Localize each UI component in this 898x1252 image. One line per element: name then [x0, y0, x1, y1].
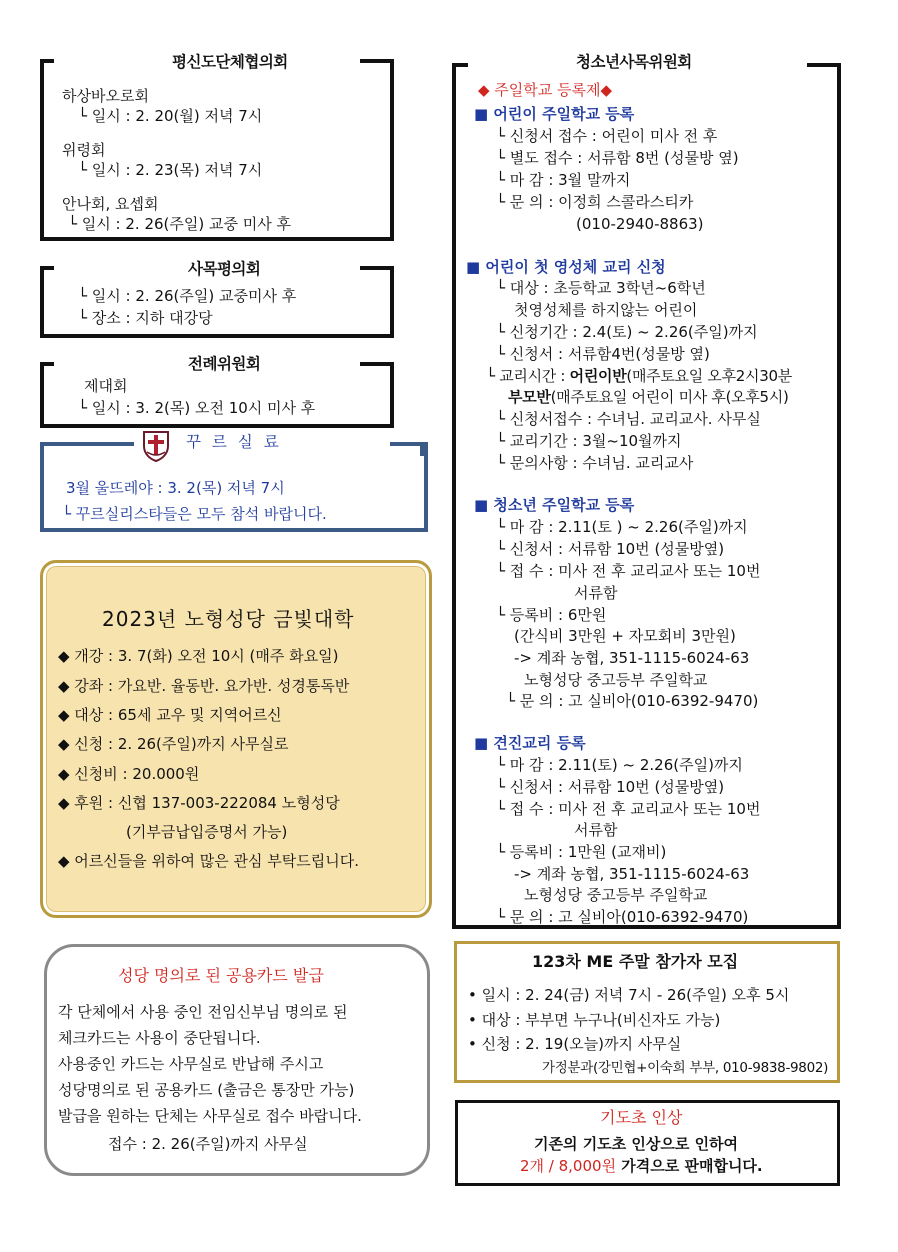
card-notice-line: 각 단체에서 사용 중인 전임신부님 명의로 된	[58, 1003, 348, 1021]
parish-crest-icon	[142, 430, 170, 462]
me-weekend-line: • 일시 : 2. 24(금) 저녁 7시 - 26(주일) 오후 5시	[468, 986, 790, 1004]
youth-school-line: (간식비 3만원 + 자모회비 3만원)	[514, 627, 736, 645]
youth-school-line: └ 마 감 : 2.11(토 ) ~ 2.26(주일)까지	[496, 518, 748, 536]
me-weekend-title: 123차 ME 주말 참가자 모집	[532, 952, 739, 971]
communion-line: └ 신청서 : 서류함4번(성물방 옆)	[496, 345, 710, 363]
confirmation-line: 노형성당 중고등부 주일학교	[524, 886, 708, 904]
card-notice-line: 성당명의로 된 공용카드 (출금은 통장만 가능)	[58, 1081, 355, 1099]
children-line: └ 마 감 : 3월 말까지	[496, 171, 631, 189]
youth-school-line: └ 등록비 : 6만원	[496, 606, 607, 624]
lay-item-name: 안나회, 요셉회	[62, 195, 159, 213]
lay-item-detail: └ 일시 : 2. 26(주일) 교중 미사 후	[68, 215, 291, 233]
communion-line: └ 문의사항 : 수녀님. 교리교사	[496, 454, 694, 472]
youth-school-line: 노형성당 중고등부 주일학교	[524, 671, 708, 689]
children-line: (010-2940-8863)	[576, 215, 704, 233]
confirmation-line: └ 신청서 : 서류함 10번 (성물방옆)	[496, 778, 725, 796]
me-weekend-line: • 대상 : 부부면 누구나(비신자도 가능)	[468, 1011, 721, 1029]
communion-heading: ■ 어린이 첫 영성체 교리 신청	[466, 258, 666, 276]
prayer-candle-price: 2개 / 8,000원	[520, 1157, 617, 1175]
youth-school-line: └ 접 수 : 미사 전 후 교리교사 또는 10번	[496, 562, 761, 580]
pastoral-line: └ 일시 : 2. 26(주일) 교중미사 후	[78, 287, 297, 305]
card-notice-deadline: 접수 : 2. 26(주일)까지 사무실	[108, 1135, 308, 1153]
liturgy-committee-title: 전례위원회	[178, 352, 270, 374]
communion-line	[508, 387, 789, 407]
curia-line: 3월 울뜨레야 : 3. 2(목) 저녁 7시	[66, 479, 285, 497]
parent-class-time: (매주토요일 어린이 미사 후(오후5시)	[550, 388, 789, 406]
children-line: └ 신청서 접수 : 어린이 미사 전 후	[496, 127, 718, 145]
card-notice-line: 발급을 원하는 단체는 사무실로 접수 바랍니다.	[58, 1107, 362, 1125]
card-notice-title: 성당 명의로 된 공용카드 발급	[118, 966, 324, 985]
college-item: ◆ 신청비 : 20.000원	[58, 765, 200, 783]
lay-item-detail: └ 일시 : 2. 23(목) 저녁 7시	[78, 161, 263, 179]
communion-line	[486, 366, 792, 386]
college-item: ◆ 신청 : 2. 26(주일)까지 사무실로	[58, 735, 289, 753]
confirmation-heading: ■ 견진교리 등록	[474, 734, 586, 752]
youth-school-heading: ■ 청소년 주일학교 등록	[474, 496, 635, 514]
youth-school-line: -> 계좌 농협, 351-1115-6024-63	[514, 649, 750, 667]
children-class-label: 어린이반	[569, 367, 627, 385]
card-notice-line: 체크카드는 사용이 중단됩니다.	[58, 1029, 261, 1047]
communion-line: └ 대상 : 초등학교 3학년~6학년	[496, 279, 706, 297]
youth-school-line: 서류함	[574, 584, 618, 602]
card-notice-line: 사용중인 카드는 사무실로 반납해 주시고	[58, 1055, 324, 1073]
pastoral-council-title: 사목평의회	[178, 257, 270, 279]
prayer-candle-line: 기존의 기도초 인상으로 인하여	[534, 1135, 739, 1153]
children-line: └ 문 의 : 이정희 스콜라스티카	[496, 193, 694, 211]
sunday-school-banner: ◆ 주일학교 등록제◆	[478, 81, 613, 99]
confirmation-line: └ 마 감 : 2.11(토) ~ 2.26(주일)까지	[496, 756, 743, 774]
communion-line: └ 신청서접수 : 수녀님. 교리교사. 사무실	[496, 410, 761, 428]
confirmation-line: └ 등록비 : 1만원 (교재비)	[496, 843, 667, 861]
confirmation-line: -> 계좌 농협, 351-1115-6024-63	[514, 865, 750, 883]
curia-title: 꾸 르 실 료	[176, 430, 292, 452]
lay-item-detail: └ 일시 : 2. 20(월) 저녁 7시	[78, 107, 263, 125]
youth-committee-title: 청소년사목위원회	[566, 50, 702, 72]
children-heading: ■ 어린이 주일학교 등록	[474, 105, 635, 123]
college-closing: ◆ 어르신들을 위하여 많은 관심 부탁드립니다.	[58, 852, 359, 870]
lay-item-name: 하상바오로회	[62, 87, 149, 105]
curia-line: └ 꾸르실리스타들은 모두 참석 바랍니다.	[62, 505, 327, 523]
children-class-time: (매주토요일 오후2시30분	[626, 367, 792, 385]
lay-item-name: 위령회	[62, 141, 106, 159]
liturgy-detail: └ 일시 : 3. 2(목) 오전 10시 미사 후	[78, 399, 316, 417]
lay-council-title: 평신도단체협의회	[162, 50, 298, 72]
college-title: 2023년 노형성당 금빛대학	[102, 607, 355, 631]
liturgy-name: 제대회	[84, 377, 128, 395]
communion-line: └ 교리기간 : 3월~10월까지	[496, 432, 682, 450]
parent-class-label: 부모반	[508, 388, 551, 406]
college-item: ◆ 개강 : 3. 7(화) 오전 10시 (매주 화요일)	[58, 647, 339, 665]
youth-school-line: └ 문 의 : 고 실비아(010-6392-9470)	[506, 692, 759, 710]
communion-line: └ 신청기간 : 2.4(토) ~ 2.26(주일)까지	[496, 323, 758, 341]
class-time-label: └ 교리시간 :	[486, 367, 570, 385]
youth-school-line: └ 신청서 : 서류함 10번 (성물방옆)	[496, 540, 725, 558]
college-item: ◆ 대상 : 65세 교우 및 지역어르신	[58, 706, 282, 724]
confirmation-line: 서류함	[574, 821, 618, 839]
children-line: └ 별도 접수 : 서류함 8번 (성물방 옆)	[496, 149, 739, 167]
confirmation-line: └ 접 수 : 미사 전 후 교리교사 또는 10번	[496, 800, 761, 818]
prayer-candle-title: 기도초 인상	[600, 1108, 683, 1127]
college-receipt-note: (기부금납입증명서 가능)	[126, 823, 288, 841]
confirmation-line: └ 문 의 : 고 실비아(010-6392-9470)	[496, 908, 749, 926]
me-weekend-line: • 신청 : 2. 19(오늘)까지 사무실	[468, 1035, 682, 1053]
prayer-candle-line	[520, 1156, 763, 1176]
college-item: ◆ 강좌 : 가요반. 율동반. 요가반. 성경통독반	[58, 677, 350, 695]
college-item: ◆ 후원 : 신협 137-003-222084 노형성당	[58, 794, 340, 812]
prayer-candle-price-rest: 가격으로 판매합니다.	[616, 1157, 763, 1175]
communion-line: 첫영성체를 하지않는 어린이	[514, 301, 698, 319]
pastoral-line: └ 장소 : 지하 대강당	[78, 309, 213, 327]
me-weekend-contact: 가정분과(강민협+이숙희 부부, 010-9838-9802)	[542, 1060, 829, 1076]
